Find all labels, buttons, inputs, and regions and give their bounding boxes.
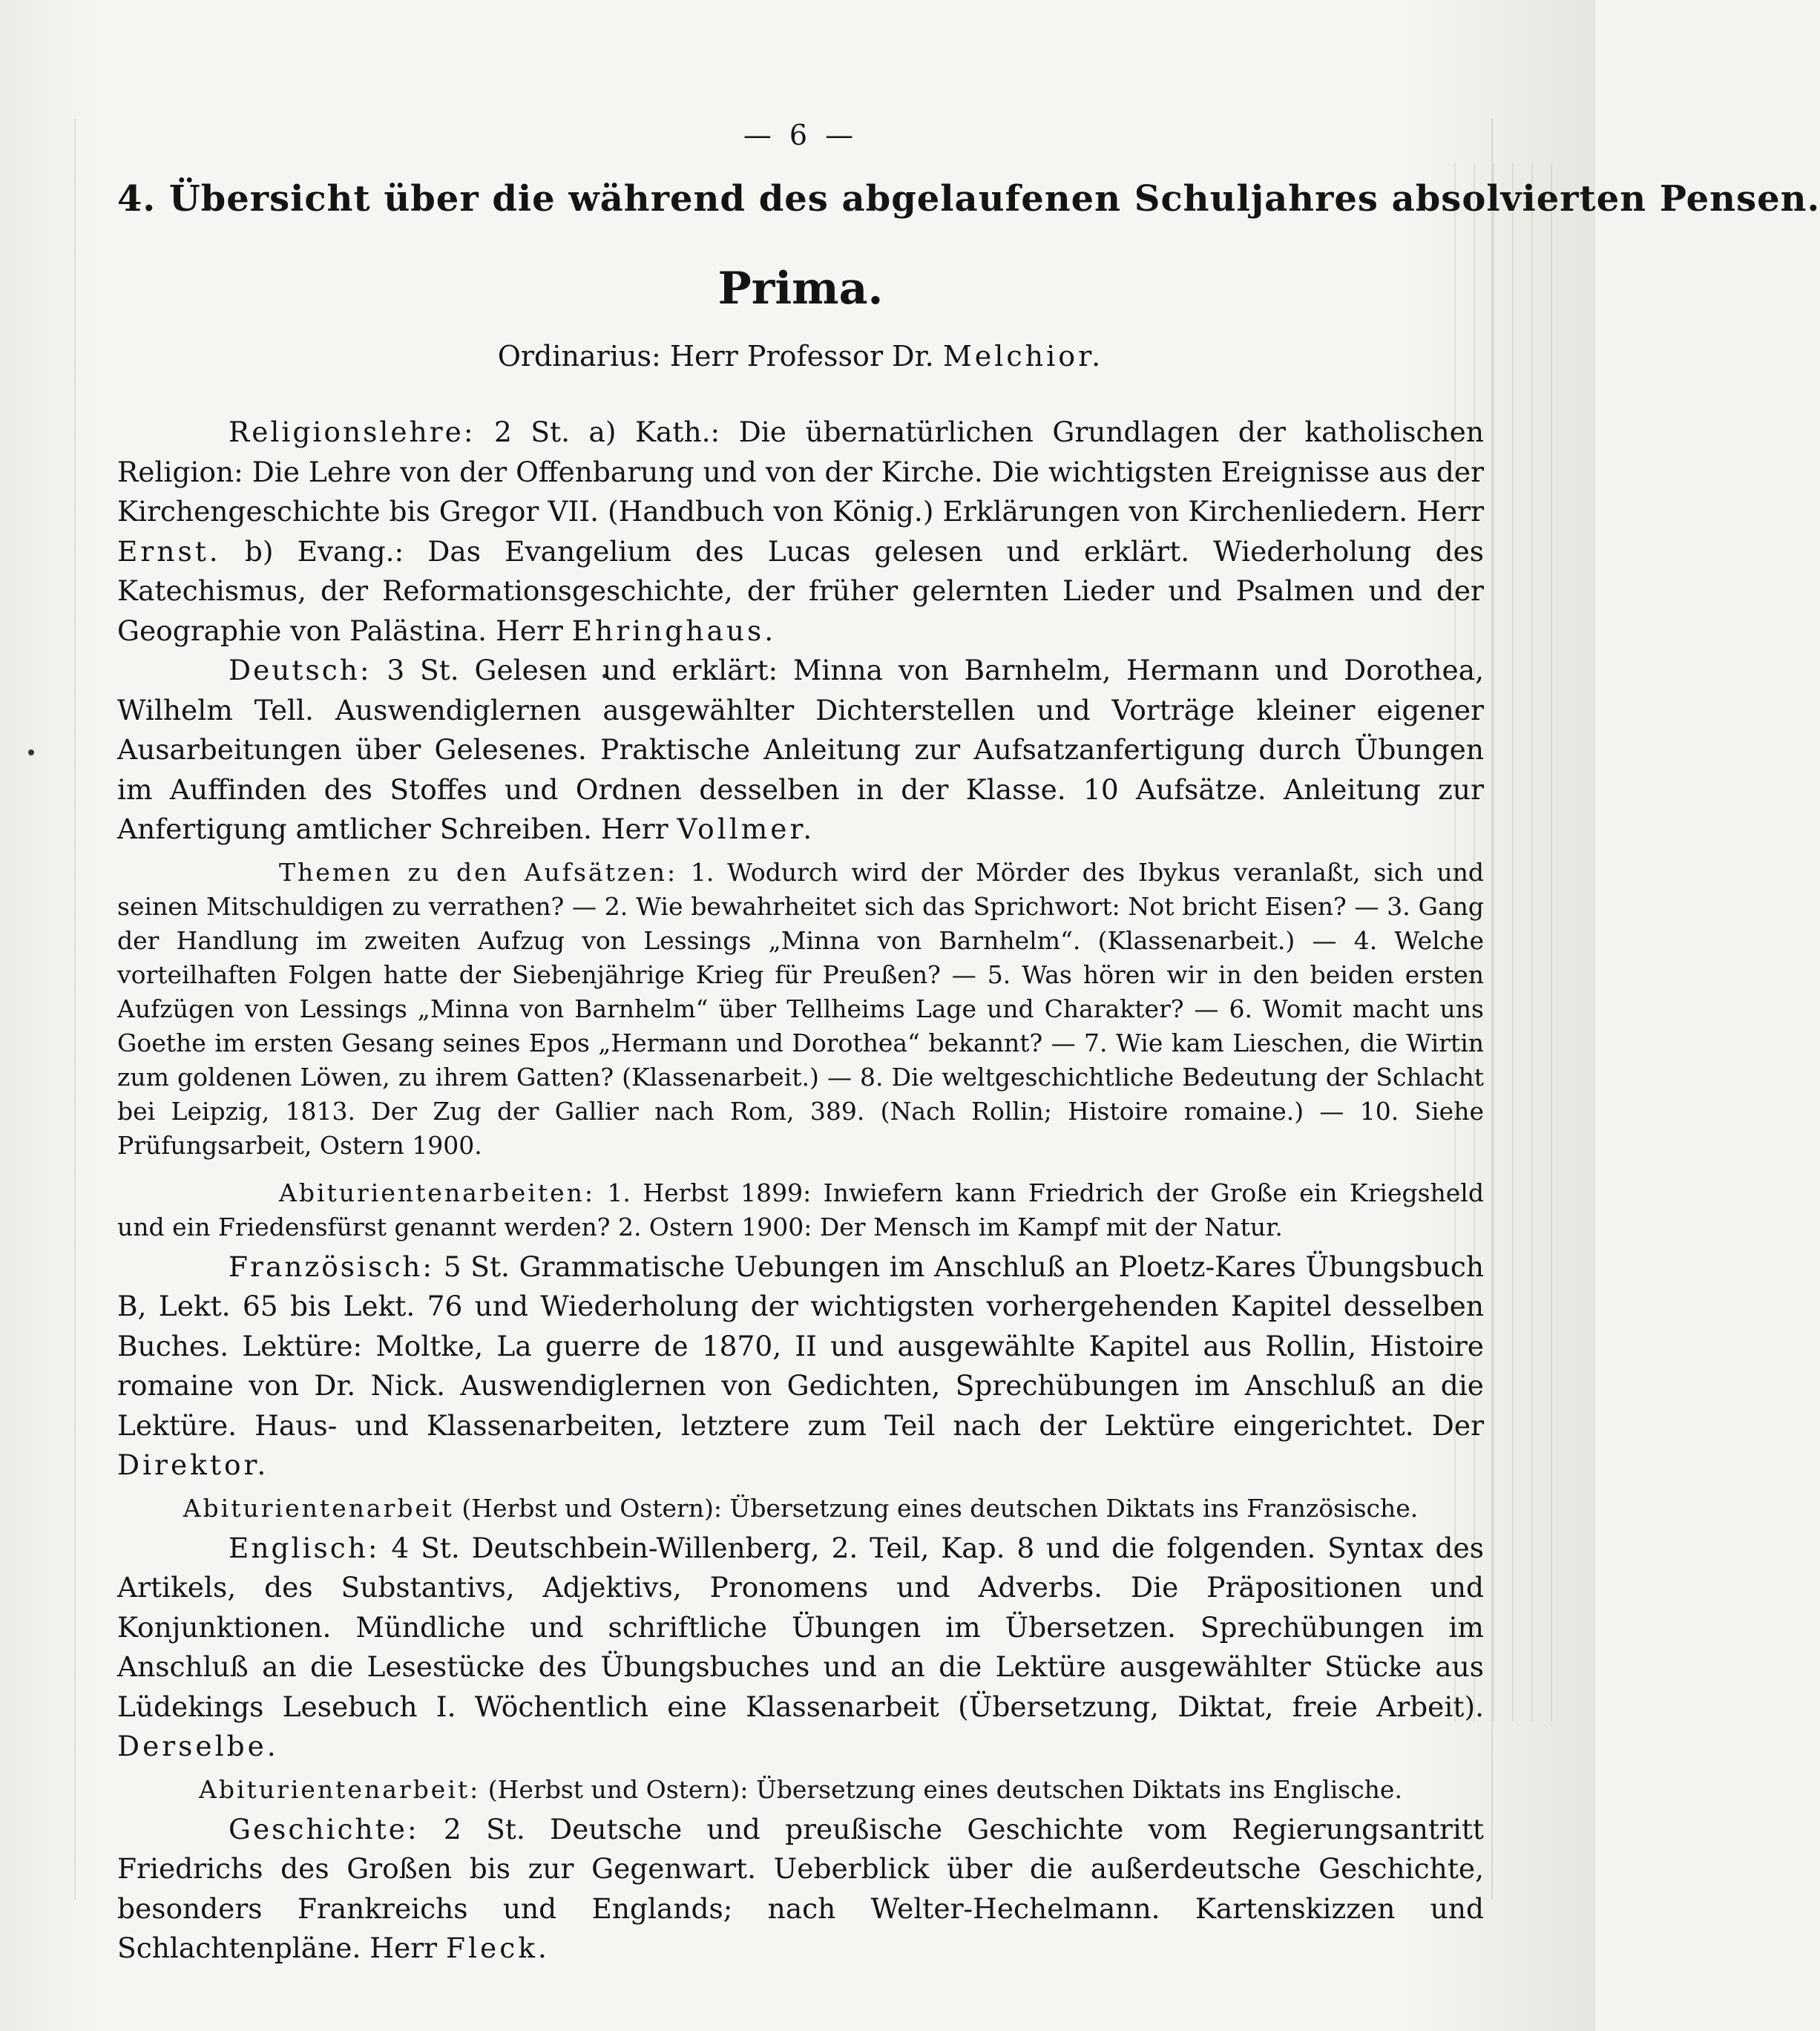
franzoesisch-abitur: [117, 1492, 1484, 1526]
ordinarius-line: [117, 340, 1484, 373]
franzoesisch-abitur-text: (Herbst und Ostern): Übersetzung eines deutschen Diktats ins Französische.: [461, 1493, 1419, 1523]
subject-englisch: Englisch:: [229, 1531, 380, 1564]
geschichte-text: 2 St. Deutsche und preußische Geschichte vom Regierungsantritt Friedrichs des Großen bis zur Gegenwart. Ueberblick über die außerdeutsche Geschichte, besonders Frankreichs und Englands; nach Welter-Hechelmann. Kartenskizzen und Schlachtenpläne. Herr: [117, 1812, 1485, 1964]
section-title: 4. Übersicht über die während des abgelaufenen Schuljahres absolvierten Pensen.: [117, 178, 1820, 220]
deutsch-abitur-label: Abiturientenarbeiten:: [279, 1178, 595, 1207]
deutsch-abitur-text: 1. Herbst 1899: Inwiefern kann Friedrich der Große ein Kriegsheld und ein Friedensfürst genannt werden? 2. Ostern 1900: Der Mensch im Kampf mit der Natur.: [117, 1178, 1484, 1241]
ordinarius-label: Ordinarius:: [497, 340, 661, 373]
religion-text-evang: b) Evang.: Das Evangelium des Lucas gelesen und erklärt. Wiederholung des Katechismus, der Reformationsgeschichte, der früher gelernten Lieder und Psalmen und der Geographie von Palästina. Herr: [117, 534, 1485, 647]
deutsch-paragraph: [117, 651, 1484, 850]
deutsch-themen: [117, 856, 1484, 1163]
religion-paragraph: [117, 413, 1484, 651]
subject-geschichte: Geschichte:: [229, 1812, 419, 1845]
teacher-derselbe: Derselbe.: [117, 1730, 279, 1762]
subject-franzoesisch: Französisch:: [229, 1250, 435, 1283]
scan-fold-line: [74, 119, 76, 1900]
ordinarius-text: Herr Professor Dr.: [669, 340, 934, 373]
themen-text: 1. Wodurch wird der Mörder des Ibykus veranlaßt, sich und seinen Mitschuldigen zu verrathen? — 2. Wie bewahrheitet sich das Sprichwort: Not bricht Eisen? — 3. Gang der Handlung im zweiten Aufzug von Lessings „Minna von Barnhelm“. (Klassenarbeit.) — 4. Welche vorteilhaften Folgen hatte der Siebenjährige Krieg für Preußen? — 5. Was hören wir in den beiden ersten Aufzügen von Lessings „Minna von Barnhelm“ über Tellheims Lage und Charakter? — 6. Womit macht uns Goethe im ersten Gesang seines Epos „Hermann und Dorothea“ bekannt? — 7. Wie kam Lieschen, die Wirtin zum goldenen Löwen, zu ihrem Gatten? (Klassenarbeit.) — 8. Die weltgeschichtliche Bedeutung der Schlacht bei Leipzig, 1813. Der Zug der Gallier nach Rom, 389. (Nach Rollin; Histoire romaine.) — 10. Siehe Prüfungsarbeit, Ostern 1900.: [117, 857, 1484, 1160]
deutsch-abitur: [117, 1176, 1484, 1244]
franzoesisch-paragraph: [117, 1247, 1484, 1486]
englisch-abitur-text: (Herbst und Ostern): Übersetzung eines deutschen Diktats ins Englische.: [487, 1774, 1402, 1804]
englisch-abitur: [117, 1773, 1484, 1807]
class-title: Prima.: [717, 263, 884, 315]
religion-text: 2 St. a) Kath.: Die übernatürlichen Grundlagen der katholischen Religion: Die Lehre von der Offenbarung und von der Kirche. Die wichtigsten Ereignisse aus der Kirchengeschichte bis Gregor VII. (Handbuch von König.) Erklärungen von Kirchenliedern. Herr: [117, 416, 1485, 528]
scan-fold-line: [1491, 119, 1493, 1900]
teacher-vollmer: Vollmer.: [677, 813, 815, 845]
franzoesisch-abitur-label: Abiturientenarbeit: [183, 1493, 454, 1523]
themen-label: Themen zu den Aufsätzen:: [279, 857, 678, 887]
teacher-ernst: Ernst.: [117, 534, 221, 568]
englisch-abitur-label: Abiturientenarbeit:: [199, 1774, 481, 1804]
subject-religion: Religionslehre:: [229, 416, 476, 448]
document-body: [117, 111, 1820, 1969]
englisch-paragraph: [117, 1529, 1484, 1767]
teacher-ehringhaus: Ehringhaus.: [571, 614, 777, 647]
ordinarius-name: Melchior.: [942, 340, 1104, 373]
teacher-fleck: Fleck.: [445, 1932, 550, 1964]
geschichte-paragraph: [117, 1810, 1484, 1969]
page-number: — 6 —: [743, 119, 858, 151]
ink-speck: [28, 749, 34, 755]
englisch-text: 4 St. Deutschbein-Willenberg, 2. Teil, Kap. 8 und die folgenden. Syntax des Artikels, des Substantivs, Adjektivs, Pronomens und Adverbs. Die Präpositionen und Konjunktionen. Mündliche und schriftliche Übungen im Übersetzen. Sprechübungen im Anschluß an die Lesestücke des Übungsbuches und an die Lektüre ausgewählter Stücke aus Lüdekings Lesebuch I. Wöchentlich eine Klassenarbeit (Übersetzung, Diktat, freie Arbeit).: [117, 1531, 1484, 1723]
subject-deutsch: Deutsch:: [229, 654, 372, 686]
deutsch-text: 3 St. Gelesen und erklärt: Minna von Barnhelm, Hermann und Dorothea, Wilhelm Tell. Auswendiglernen ausgewählter Dichterstellen und Vorträge kleiner eigener Ausarbeitungen über Gelesenes. Praktische Anleitung zur Aufsatzanfertigung durch Übungen im Auffinden des Stoffes und Ordnen desselben in der Klasse. 10 Aufsätze. Anleitung zur Anfertigung amtlicher Schreiben. Herr: [117, 654, 1484, 845]
franzoesisch-text: 5 St. Grammatische Uebungen im Anschluß an Ploetz-Kares Übungsbuch B, Lekt. 65 bis Lekt. 76 und Wiederholung der wichtigsten vorhergehenden Kapitel desselben Buches. Lektüre: Moltke, La guerre de 1870, II und ausgewählte Kapitel aus Rollin, Histoire romaine von Dr. Nick. Auswendiglernen von Gedichten, Sprechübungen im Anschluß an die Lektüre. Haus- und Klassenarbeiten, letztere zum Teil nach der Lektüre eingerichtet. Der: [117, 1250, 1485, 1442]
teacher-direktor: Direktor.: [117, 1448, 269, 1481]
